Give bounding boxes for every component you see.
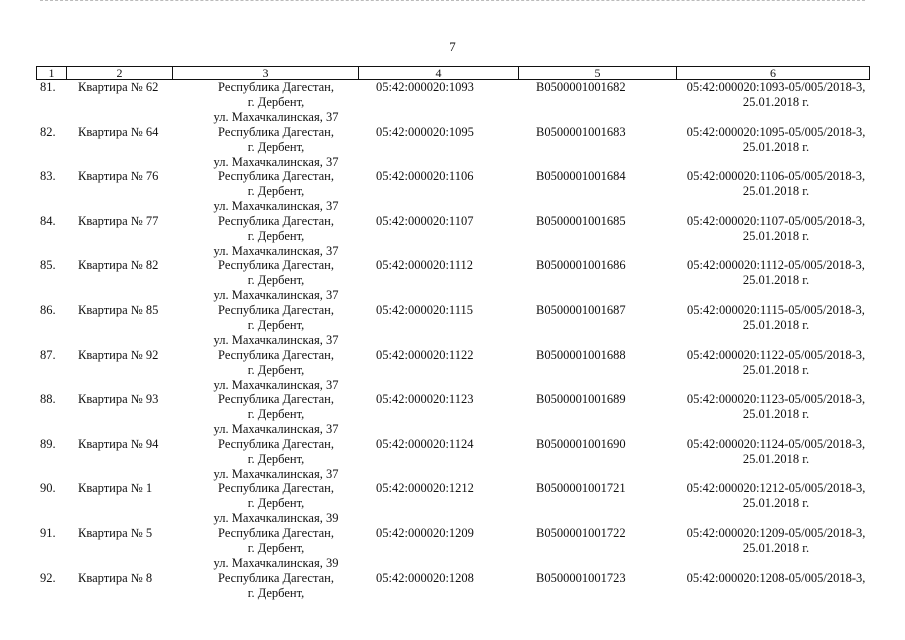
address-line: Республика Дагестан,	[218, 525, 334, 540]
address	[196, 303, 356, 348]
registration-line: 05:42:000020:1212-05/005/2018-3,	[686, 481, 866, 496]
header-col-2: 2	[67, 67, 173, 79]
registration-record	[676, 169, 876, 199]
table-row	[36, 258, 868, 303]
registration-line: 25.01.2018 г.	[742, 362, 810, 377]
cadastral-number: 05:42:000020:1115	[376, 302, 473, 317]
row-number: 86.	[40, 302, 56, 317]
registration-line: 25.01.2018 г.	[742, 95, 810, 109]
object-code: В0500001001690	[536, 436, 626, 451]
table-row	[36, 526, 868, 571]
row-number: 87.	[40, 347, 56, 362]
registration-record	[676, 571, 876, 586]
apartment-name: Квартира № 92	[78, 347, 159, 362]
address	[196, 80, 356, 125]
row-number: 84.	[40, 213, 56, 228]
registration-line: 25.01.2018 г.	[742, 407, 810, 422]
address	[196, 348, 356, 393]
address	[196, 437, 356, 482]
header-col-4: 4	[359, 67, 519, 79]
address-line: Республика Дагестан,	[218, 570, 334, 585]
address-line: ул. Махачкалинская, 37	[213, 377, 339, 392]
registration-record	[676, 303, 876, 333]
address	[196, 169, 356, 214]
apartment-name: Квартира № 62	[78, 80, 159, 94]
cadastral-number: 05:42:000020:1112	[376, 258, 473, 273]
address-line: ул. Махачкалинская, 39	[213, 555, 339, 570]
address-line: г. Дербент,	[247, 585, 305, 600]
registration-record	[676, 392, 876, 422]
apartment-name: Квартира № 76	[78, 169, 159, 184]
address-line: г. Дербент,	[247, 95, 305, 109]
apartment-name: Квартира № 1	[78, 481, 153, 496]
address-line: ул. Махачкалинская, 37	[213, 422, 339, 437]
registration-line: 05:42:000020:1209-05/005/2018-3,	[686, 525, 866, 540]
header-col-6: 6	[677, 67, 870, 79]
registration-record	[676, 258, 876, 288]
header-col-3: 3	[173, 67, 359, 79]
address-line: Республика Дагестан,	[218, 302, 334, 317]
address-line: г. Дербент,	[247, 317, 305, 332]
registration-line: 25.01.2018 г.	[742, 317, 810, 332]
object-code: В0500001001689	[536, 392, 626, 407]
address-line: ул. Махачкалинская, 37	[213, 332, 339, 347]
registration-line: 05:42:000020:1106-05/005/2018-3,	[686, 169, 866, 184]
table-row	[36, 80, 868, 125]
registration-line: 05:42:000020:1208-05/005/2018-3,	[686, 570, 866, 585]
header-col-5: 5	[519, 67, 677, 79]
row-number: 92.	[40, 570, 56, 585]
address-line: г. Дербент,	[247, 496, 305, 511]
object-code: В0500001001685	[536, 213, 626, 228]
object-code: В0500001001684	[536, 169, 626, 184]
address-line: г. Дербент,	[247, 407, 305, 422]
row-number: 91.	[40, 525, 56, 540]
cadastral-number: 05:42:000020:1123	[376, 392, 474, 407]
address-line: Республика Дагестан,	[218, 213, 334, 228]
registration-line: 05:42:000020:1093-05/005/2018-3,	[686, 80, 866, 94]
apartment-name: Квартира № 64	[78, 124, 159, 139]
cadastral-number: 05:42:000020:1122	[376, 347, 474, 362]
table-row	[36, 214, 868, 259]
registration-record	[676, 437, 876, 467]
registration-record	[676, 348, 876, 378]
address	[196, 481, 356, 526]
row-number: 85.	[40, 258, 56, 273]
object-code: В0500001001688	[536, 347, 626, 362]
registration-record	[676, 526, 876, 556]
registration-line: 05:42:000020:1095-05/005/2018-3,	[686, 124, 866, 139]
table-row	[36, 303, 868, 348]
registration-line: 25.01.2018 г.	[742, 184, 810, 199]
apartment-name: Квартира № 77	[78, 213, 159, 228]
row-number: 89.	[40, 436, 56, 451]
cadastral-number: 05:42:000020:1095	[376, 124, 474, 139]
address	[196, 214, 356, 259]
row-number: 88.	[40, 392, 56, 407]
row-number: 90.	[40, 481, 56, 496]
address-line: ул. Махачкалинская, 37	[213, 154, 339, 169]
apartment-name: Квартира № 94	[78, 436, 159, 451]
address	[196, 125, 356, 170]
address-line: ул. Махачкалинская, 37	[213, 243, 339, 258]
address-line: ул. Махачкалинская, 37	[213, 466, 339, 481]
object-code: В0500001001723	[536, 570, 626, 585]
object-code: В0500001001687	[536, 302, 626, 317]
registration-line: 05:42:000020:1123-05/005/2018-3,	[686, 392, 866, 407]
address-line: ул. Махачкалинская, 37	[213, 110, 339, 124]
cadastral-number: 05:42:000020:1208	[376, 570, 474, 585]
registration-line: 05:42:000020:1107-05/005/2018-3,	[686, 213, 866, 228]
registration-record	[676, 125, 876, 155]
object-code: В0500001001682	[536, 80, 626, 94]
row-number: 82.	[40, 124, 56, 139]
apartment-name: Квартира № 93	[78, 392, 159, 407]
address-line: Республика Дагестан,	[218, 481, 334, 496]
registration-line: 05:42:000020:1115-05/005/2018-3,	[687, 302, 865, 317]
cadastral-number: 05:42:000020:1093	[376, 80, 474, 94]
address-line: Республика Дагестан,	[218, 124, 334, 139]
table-row	[36, 125, 868, 170]
table-row	[36, 392, 868, 437]
address-line: Республика Дагестан,	[218, 80, 334, 94]
table-row	[36, 437, 868, 482]
apartment-name: Квартира № 82	[78, 258, 159, 273]
registration-line: 25.01.2018 г.	[742, 496, 810, 511]
address	[196, 258, 356, 303]
registration-line: 05:42:000020:1112-05/005/2018-3,	[687, 258, 865, 273]
row-number: 81.	[40, 80, 56, 94]
table-row	[36, 348, 868, 393]
address-line: г. Дербент,	[247, 139, 305, 154]
address-line: Республика Дагестан,	[218, 258, 334, 273]
cadastral-number: 05:42:000020:1212	[376, 481, 474, 496]
apartment-name: Квартира № 8	[78, 570, 153, 585]
registration-line: 25.01.2018 г.	[742, 273, 810, 288]
registration-line: 25.01.2018 г.	[742, 139, 810, 154]
page-number: 7	[449, 39, 456, 54]
object-code: В0500001001686	[536, 258, 626, 273]
address-line: ул. Махачкалинская, 37	[213, 199, 339, 214]
registration-line: 25.01.2018 г.	[742, 228, 810, 243]
address-line: г. Дербент,	[247, 451, 305, 466]
registration-record	[676, 481, 876, 511]
apartment-name: Квартира № 5	[78, 525, 153, 540]
address-line: Республика Дагестан,	[218, 392, 334, 407]
address-line: Республика Дагестан,	[218, 169, 334, 184]
registration-line: 25.01.2018 г.	[742, 451, 810, 466]
address-line: Республика Дагестан,	[218, 436, 334, 451]
address-line: г. Дербент,	[247, 362, 305, 377]
table-body	[36, 80, 868, 615]
cadastral-number: 05:42:000020:1209	[376, 525, 474, 540]
table-row	[36, 571, 868, 616]
address	[196, 392, 356, 437]
address-line: г. Дербент,	[247, 540, 305, 555]
address-line: ул. Махачкалинская, 39	[213, 511, 339, 526]
cadastral-number: 05:42:000020:1106	[376, 169, 474, 184]
header-col-1: 1	[37, 67, 67, 79]
table-row	[36, 481, 868, 526]
registration-record	[676, 214, 876, 244]
address	[196, 571, 356, 601]
table-row	[36, 169, 868, 214]
top-rule	[40, 0, 865, 1]
registration-record	[676, 80, 876, 110]
cadastral-number: 05:42:000020:1107	[376, 213, 474, 228]
object-code: В0500001001721	[536, 481, 626, 496]
row-number: 83.	[40, 169, 56, 184]
address	[196, 526, 356, 571]
address-line: г. Дербент,	[247, 184, 305, 199]
address-line: ул. Махачкалинская, 37	[213, 288, 339, 303]
registration-line: 25.01.2018 г.	[742, 540, 810, 555]
table-header	[36, 66, 870, 80]
object-code: В0500001001722	[536, 525, 626, 540]
cadastral-number: 05:42:000020:1124	[376, 436, 474, 451]
registration-line: 05:42:000020:1122-05/005/2018-3,	[686, 347, 866, 362]
apartment-name: Квартира № 85	[78, 302, 159, 317]
address-line: Республика Дагестан,	[218, 347, 334, 362]
address-line: г. Дербент,	[247, 273, 305, 288]
registration-line: 05:42:000020:1124-05/005/2018-3,	[686, 436, 866, 451]
object-code: В0500001001683	[536, 124, 626, 139]
address-line: г. Дербент,	[247, 228, 305, 243]
